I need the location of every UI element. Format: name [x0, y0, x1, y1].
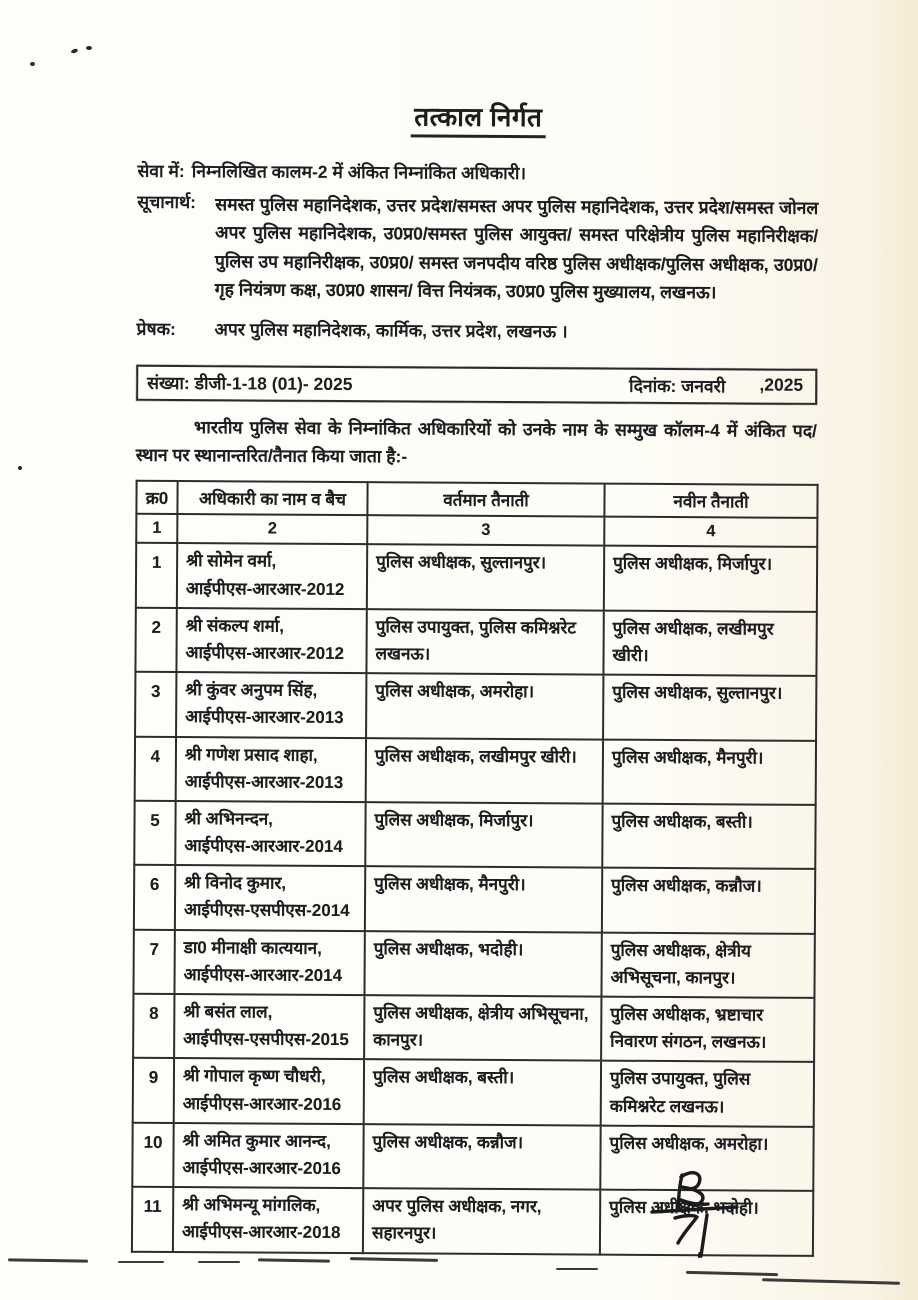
officer-name: श्री बसंत लाल,	[183, 1002, 273, 1022]
sno-cell: 7	[133, 929, 174, 994]
officer-batch: आईपीएस-आरआर-2013	[184, 771, 344, 792]
table-row	[135, 672, 816, 741]
sno-cell: 8	[133, 994, 174, 1059]
officer-cell	[176, 672, 366, 738]
officer-cell	[174, 930, 364, 996]
officer-cell	[173, 1187, 363, 1253]
column-number-row	[136, 514, 817, 547]
scan-fold-line	[762, 1278, 900, 1285]
current-posting-cell: पुलिस अधीक्षक, भदोही।	[364, 931, 601, 997]
info-copy-block	[137, 190, 819, 308]
intro-paragraph: भारतीय पुलिस सेवा के निम्नांकित अधिकारियों को उनके नाम के सम्मुख कॉलम-4 में अंकित पद/स्थान पर स्थानान्तरित/तैनात किया जाता है:-	[135, 417, 817, 467]
reference-date-year: ,2025	[759, 374, 804, 396]
table-row	[133, 994, 814, 1063]
scan-speck	[18, 466, 22, 470]
scan-speck	[71, 48, 79, 54]
scan-speck	[30, 62, 35, 66]
sender-text: अपर पुलिस महानिदेशक, कार्मिक, उत्तर प्रदेश, लखनऊ ।	[214, 319, 568, 342]
officer-batch: आईपीएस-आरआर-2013	[185, 707, 344, 728]
new-posting-cell: पुलिस अधीक्षक, अमरोहा।	[600, 1125, 813, 1191]
new-posting-cell: पुलिस अधीक्षक, मिर्जापुर।	[604, 546, 817, 612]
officer-name: श्री विनोद कुमार,	[184, 873, 287, 893]
scan-fold-line	[118, 1261, 164, 1263]
scan-fold-line	[258, 1258, 330, 1262]
sno-cell: 11	[132, 1187, 173, 1252]
info-copy-label: सूचानार्थ:	[137, 191, 197, 213]
new-posting-cell: पुलिस अधीक्षक, भदोही।	[600, 1190, 813, 1256]
officer-cell	[177, 543, 367, 609]
officer-batch: आईपीएस-एसपीएस-2015	[183, 1029, 349, 1050]
sno-cell: 2	[135, 608, 176, 673]
officer-cell	[174, 994, 364, 1060]
sender-line	[136, 317, 817, 345]
reference-date-label: दिनांक: जनवरी	[629, 376, 726, 397]
header-current-posting: वर्तमान तैनाती	[367, 483, 604, 517]
signature-scribble	[642, 1168, 762, 1268]
sno-cell: 10	[132, 1122, 173, 1187]
new-posting-cell: पुलिस अधीक्षक, मैनपुरी।	[603, 739, 816, 805]
officer-name: डा0 मीनाक्षी कात्ययान,	[183, 937, 322, 958]
scan-fold-line	[8, 1258, 88, 1262]
current-posting-cell: पुलिस अधीक्षक, मैनपुरी।	[365, 866, 602, 932]
page-title: तत्काल निर्गत	[411, 101, 545, 138]
current-posting-cell: पुलिस उपायुक्त, पुलिस कमिश्नरेट लखनऊ।	[366, 609, 603, 675]
column-number: 2	[177, 514, 367, 544]
officer-name: श्री गोपाल कृष्ण चौधरी,	[182, 1066, 326, 1087]
addressee-label: सेवा में:	[137, 160, 185, 182]
table-row	[133, 1058, 814, 1127]
officer-name: श्री कुंवर अनुपम सिंह,	[185, 680, 318, 700]
addressee-text: निम्नलिखित कालम-2 में अंकित निम्नांकित अधिकारी।	[191, 161, 527, 184]
header-row	[136, 481, 817, 518]
new-posting-cell: पुलिस अधीक्षक, बस्ती।	[602, 803, 815, 869]
header-sno: क्र0	[136, 481, 177, 514]
officer-name: श्री संकल्प शर्मा,	[185, 615, 285, 636]
officer-batch: आईपीएस-आरआर-2016	[182, 1093, 342, 1114]
officer-batch: आईपीएस-आरआर-2012	[185, 642, 345, 663]
officer-batch: आईपीएस-आरआर-2016	[182, 1157, 341, 1178]
column-number: 1	[136, 514, 177, 543]
current-posting-cell: पुलिस अधीक्षक, कन्नौज।	[363, 1124, 600, 1190]
header-officer-name: अधिकारी का नाम व बैच	[177, 481, 367, 515]
reference-number: संख्या: डीजी-1-18 (01)- 2025	[147, 373, 353, 395]
table-row	[134, 865, 815, 934]
new-posting-cell: पुलिस उपायुक्त, पुलिस कमिश्नरेट लखनऊ।	[601, 1061, 814, 1127]
scan-speck	[86, 46, 92, 50]
new-posting-cell: पुलिस अधीक्षक, कन्नौज।	[602, 868, 815, 934]
new-posting-cell: पुलिस अधीक्षक, लखीमपुर खीरी।	[603, 610, 816, 676]
new-posting-cell: पुलिस अधीक्षक, भ्रष्टाचार निवारण संगठन, लखनऊ।	[601, 997, 814, 1063]
current-posting-cell: पुलिस अधीक्षक, बस्ती।	[364, 1060, 601, 1126]
current-posting-cell: अपर पुलिस अधीक्षक, नगर, सहारनपुर।	[363, 1188, 600, 1254]
sno-cell: 6	[134, 865, 175, 930]
table-row	[135, 736, 816, 805]
officer-name: श्री अमित कुमार आनन्द,	[182, 1130, 331, 1151]
scan-fold-line	[198, 1261, 240, 1263]
current-posting-cell: पुलिस अधीक्षक, सुल्तानपुर।	[367, 545, 604, 611]
scan-fold-line	[686, 1271, 778, 1276]
addressee-line	[137, 159, 818, 187]
sno-cell: 1	[136, 543, 177, 608]
new-posting-cell: पुलिस अधीक्षक, क्षेत्रीय अभिसूचना, कानपुर।	[601, 932, 814, 998]
officer-name: श्री गणेश प्रसाद शाहा,	[184, 744, 318, 765]
current-posting-cell: पुलिस अधीक्षक, क्षेत्रीय अभिसूचना, कानपुर।	[364, 995, 601, 1061]
officer-cell	[175, 801, 365, 867]
current-posting-cell: पुलिस अधीक्षक, अमरोहा।	[366, 673, 603, 739]
officer-name: श्री अभिमन्यू मांगलिक,	[182, 1195, 321, 1216]
officer-batch: आईपीएस-आरआर-2018	[181, 1222, 341, 1243]
current-posting-cell: पुलिस अधीक्षक, लखीमपुर खीरी।	[366, 738, 603, 804]
officer-cell	[175, 865, 365, 931]
sender-label: प्रेषक:	[136, 319, 176, 340]
info-copy-text: समस्त पुलिस महानिदेशक, उत्तर प्रदेश/समस्त अपर पुलिस महानिदेशक, उत्तर प्रदेश/समस्त जोनल अपर पुलिस महानिदेशक, उ0प्र0/समस्त पुलिस आयुक्त/ समस्त परिक्षेत्रीय पुलिस महानिरीक्षक/ पुलिस उप महानिरीक्षक, उ0प्र0/ समस्त जनपदीय वरिष्ठ पुलिस अधीक्षक/पुलिस अधीक्षक, उ0प्र0/ गृह नियंत्रण कक्ष, उ0प्र0 शासन/ वित्त नियंत्रक, उ0प्र0 पुलिस मुख्यालय, लखनऊ।	[214, 194, 819, 303]
new-posting-cell: पुलिस अधीक्षक, सुल्तानपुर।	[603, 675, 816, 741]
officer-batch: आईपीएस-एसपीएस-2014	[183, 900, 350, 921]
table-row	[133, 929, 814, 998]
document-body	[131, 0, 820, 1256]
officer-cell	[174, 1058, 364, 1124]
sno-cell: 3	[135, 672, 176, 737]
current-posting-cell: पुलिस अधीक्षक, मिर्जापुर।	[365, 802, 602, 868]
sno-cell: 5	[134, 801, 175, 866]
scan-fold-line	[350, 1257, 438, 1262]
table-row	[136, 543, 817, 612]
column-number: 3	[367, 516, 604, 546]
officer-batch: आईपीएस-आरआर-2012	[185, 578, 345, 599]
officer-cell	[176, 608, 366, 674]
sno-cell: 4	[135, 736, 176, 801]
scan-fold-line	[556, 1268, 598, 1270]
officer-batch: आईपीएस-आरआर-2014	[183, 964, 343, 985]
officer-cell	[173, 1123, 363, 1189]
column-number: 4	[604, 517, 817, 547]
header-new-posting: नवीन तैनाती	[604, 484, 817, 518]
reference-date	[629, 374, 803, 399]
officer-name: श्री सोमेन वर्मा,	[186, 551, 277, 571]
transfer-table-body	[132, 543, 817, 1255]
reference-box	[136, 365, 817, 405]
table-row	[135, 608, 816, 677]
title-row	[138, 96, 819, 136]
transfer-table-head	[136, 481, 817, 547]
officer-batch: आईपीएस-आरआर-2014	[184, 836, 343, 857]
sno-cell: 9	[133, 1058, 174, 1123]
officer-name: श्री अभिनन्दन,	[184, 808, 273, 829]
officer-cell	[176, 737, 366, 803]
table-row	[134, 801, 815, 870]
transfer-table	[131, 480, 819, 1256]
